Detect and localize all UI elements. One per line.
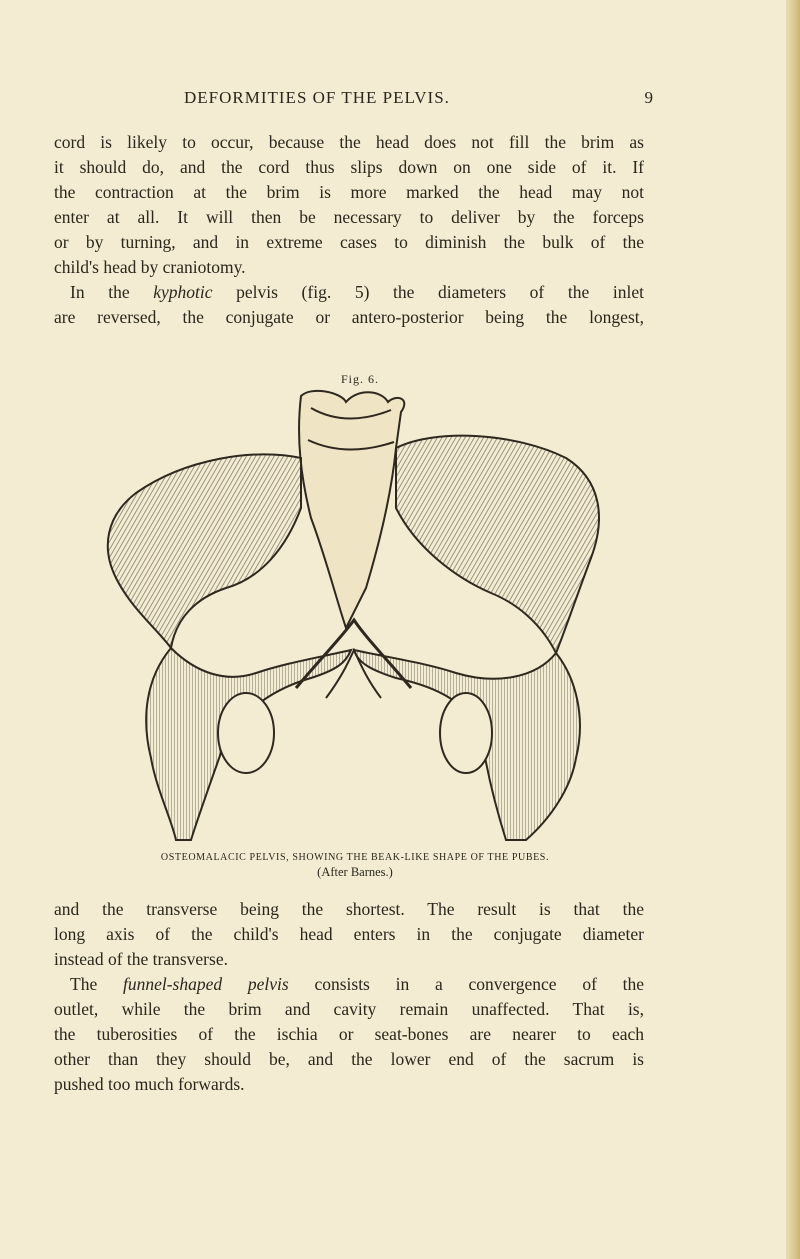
text-line: long axis of the child's head enters in the conjugate diameter	[54, 924, 644, 944]
pelvis-illustration	[96, 388, 641, 848]
page-number: 9	[644, 88, 654, 107]
sacrum-shape	[299, 391, 404, 628]
figure-label: Fig. 6.	[340, 372, 379, 386]
italic-term: funnel-shaped pelvis	[122, 974, 289, 994]
caption-text: OSTEOMALACIC PELVIS, SHOWING THE BEAK-LIKE SHAPE OF THE PUBES.	[160, 852, 550, 863]
text-line: or by turning, and in extreme cases to diminish the bulk of the	[54, 232, 644, 252]
text-line: cord is likely to occur, because the head does not fill the brim as	[54, 132, 644, 152]
text-line: are reversed, the conjugate or antero-posterior being the longest,	[54, 307, 644, 327]
caption-attribution: (After Barnes.)	[317, 865, 393, 879]
text-line: it should do, and the cord thus slips down on one side of it. If	[54, 157, 644, 177]
text-fragment: consists in a convergence of the	[314, 974, 645, 994]
left-ilium-shape	[108, 454, 301, 648]
text-line: other than they should be, and the lower end of the sacrum is	[54, 1049, 644, 1069]
text-line: and the transverse being the shortest. The result is that the	[54, 899, 644, 919]
text-fragment: pelvis (fig. 5) the diameters of the inlet	[236, 282, 644, 302]
running-head	[54, 88, 654, 108]
right-ilium-shape	[396, 436, 599, 653]
text-line: outlet, while the brim and cavity remain unaffected. That is,	[54, 999, 644, 1019]
text-line: the tuberosities of the ischia or seat-bones are nearer to each	[54, 1024, 644, 1044]
running-title: DEFORMITIES OF THE PELVIS.	[184, 88, 450, 107]
text-line: pushed too much forwards.	[54, 1074, 245, 1094]
figure-caption	[60, 850, 650, 880]
body-text-top	[54, 130, 644, 330]
text-line	[54, 280, 644, 305]
text-line: enter at all. It will then be necessary to deliver by the forceps	[54, 207, 644, 227]
text-line: instead of the transverse.	[54, 949, 228, 969]
text-fragment: In the	[70, 282, 130, 302]
page-edge	[786, 0, 800, 1259]
text-line: child's head by craniotomy.	[54, 257, 246, 277]
text-fragment: The	[70, 974, 98, 994]
text-line: the contraction at the brim is more marked the head may not	[54, 182, 644, 202]
text-line	[54, 972, 644, 997]
italic-term: kyphotic	[153, 282, 213, 302]
body-text-bottom	[54, 897, 644, 1097]
